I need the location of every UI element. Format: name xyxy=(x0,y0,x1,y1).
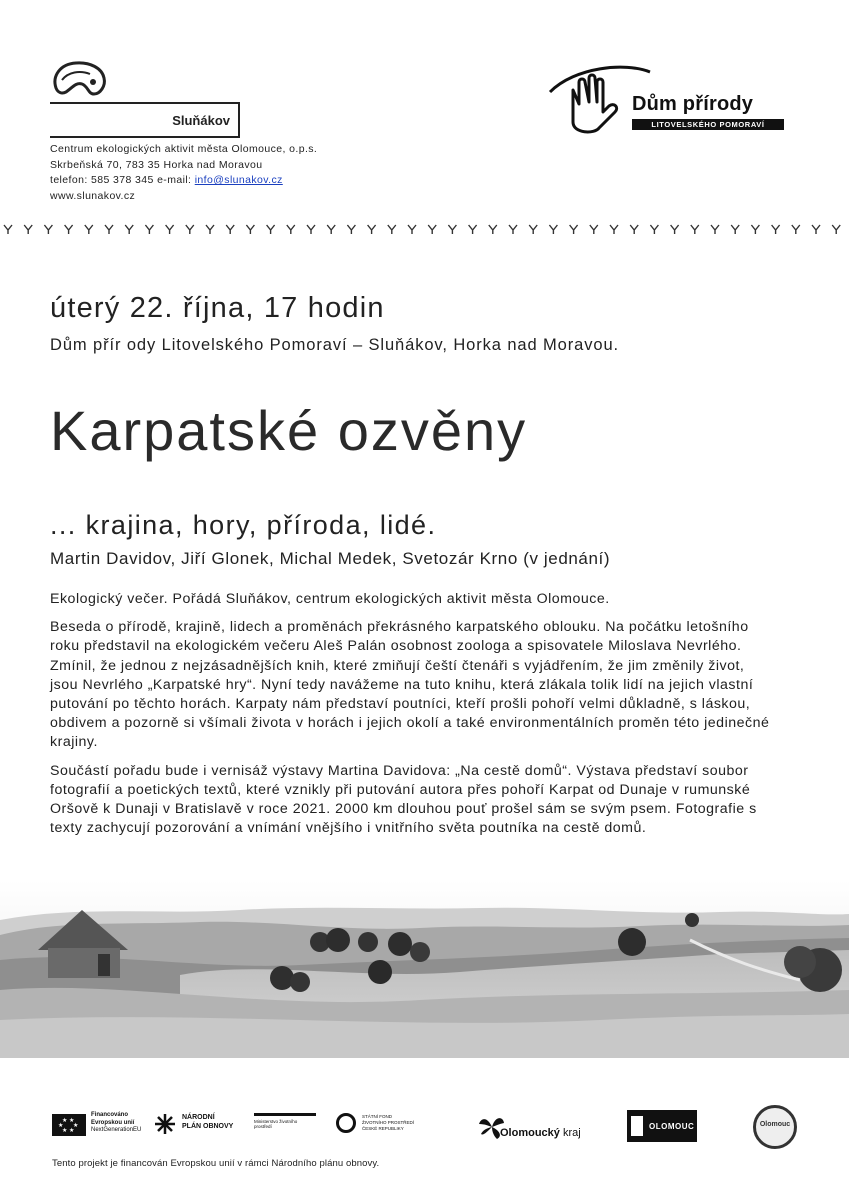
divider-arrow-icon xyxy=(166,225,174,234)
divider-arrow-icon xyxy=(469,225,477,234)
ministry-name: Ministerstvo životního prostředí xyxy=(254,1119,298,1129)
event-subtitle: ... krajina, hory, příroda, lidé. xyxy=(50,510,437,540)
npo-icon xyxy=(155,1114,175,1134)
divider-arrow-icon xyxy=(44,225,52,234)
divider-arrow-icon xyxy=(448,225,456,234)
divider-arrow-icon xyxy=(711,225,719,234)
event-description xyxy=(50,590,775,847)
divider-arrow-icon xyxy=(226,225,234,234)
dum-prirody-title: Dům přírody xyxy=(632,93,754,115)
npo-logo-text xyxy=(182,1114,233,1131)
sponsor-logos xyxy=(0,1100,849,1160)
divider-arrow-icon xyxy=(65,225,73,234)
org-phone-line xyxy=(50,173,317,189)
org-name: Centrum ekologických aktivit města Olomouce, o.p.s. xyxy=(50,143,318,155)
event-date: úterý 22. října, 17 hodin xyxy=(50,292,385,324)
event-title: Karpatské ozvěny xyxy=(50,399,528,462)
eu-flag-icon: ★ ★ ★ ★ ★ ★ xyxy=(52,1114,86,1136)
divider-arrow-icon xyxy=(246,225,254,234)
funding-note: Tento projekt je financován Evropskou unií v rámci Národního plánu obnovy. xyxy=(52,1158,380,1169)
divider-arrow-icon xyxy=(671,225,679,234)
divider-arrow-icon xyxy=(570,225,578,234)
slunakov-logo-frame xyxy=(50,102,240,138)
sfzp-line-2: ŽIVOTNÍHO PROSTŘEDÍ xyxy=(362,1120,415,1125)
divider-arrow-icon xyxy=(307,225,315,234)
olomouc-city-label: OLOMOUC xyxy=(649,1122,695,1131)
divider-arrow-icon xyxy=(590,225,598,234)
org-contact-info xyxy=(50,142,317,204)
divider-arrow-icon xyxy=(186,225,194,234)
eu-line-3: NextGenerationEU xyxy=(91,1127,142,1133)
olomoucky-kraj-logo-text xyxy=(500,1127,581,1139)
sfzp-line-1: STÁTNÍ FOND xyxy=(362,1114,392,1119)
divider-arrow-icon xyxy=(812,225,820,234)
divider-arrow-icon xyxy=(772,225,780,234)
dum-prirody-subtitle: LITOVELSKÉHO POMORAVÍ xyxy=(632,119,784,130)
divider-arrow-icon xyxy=(610,225,618,234)
kraj-name: Olomoucký xyxy=(500,1127,560,1139)
divider-arrow-icon xyxy=(529,225,537,234)
sfzp-logo-icon xyxy=(336,1113,356,1133)
org-phone: telefon: 585 378 345 e-mail: xyxy=(50,174,192,186)
divider-arrow-icon xyxy=(4,225,12,234)
npo-line-2: PLÁN OBNOVY xyxy=(182,1122,234,1130)
kraj-suffix: kraj xyxy=(559,1127,581,1139)
event-place: Dům přír ody Litovelského Pomoraví – Sluňákov, Horka nad Moravou. xyxy=(50,336,620,354)
slunakov-logo-icon xyxy=(50,58,110,102)
org-address: Skrbeňská 70, 783 35 Horka nad Moravou xyxy=(50,158,263,171)
divider-arrow-icon xyxy=(388,225,396,234)
divider-arrow-icon xyxy=(650,225,658,234)
divider-arrow-icon xyxy=(832,225,840,234)
divider-arrow-icon xyxy=(125,225,133,234)
org-website[interactable]: www.slunakov.cz xyxy=(50,189,136,202)
eu-line-2: Evropskou unií xyxy=(91,1119,135,1126)
divider-arrow-icon xyxy=(267,225,275,234)
divider-arrow-icon xyxy=(85,225,93,234)
divider-arrow-icon xyxy=(428,225,436,234)
divider-arrow-icon xyxy=(731,225,739,234)
eu-line-1: Financováno xyxy=(91,1112,129,1118)
ministry-logo xyxy=(254,1113,316,1129)
slunakov-logo xyxy=(50,58,240,102)
divider-arrow-icon xyxy=(792,225,800,234)
divider-arrow-icon xyxy=(549,225,557,234)
divider-arrow-icon xyxy=(489,225,497,234)
divider-arrow-icon xyxy=(408,225,416,234)
divider-arrow-icon xyxy=(347,225,355,234)
sfzp-line-3: ČESKÉ REPUBLIKY xyxy=(362,1126,404,1131)
divider-arrow-icon xyxy=(24,225,32,234)
description-paragraph-2: Beseda o přírodě, krajině, lidech a proměnách překrásného karpatského oblouku. Na počátku letošního roku představil na ekologickém večeru Aleš Palán osobnost zoologa a spisovatele Miloslava Nevrlého. Zmínil, že jednou z nejzásadnějších knih, které zmiňují čeští čtenáři s vyjádřením, že jim změnily život, jsou Nevrlého „Karpatské hry“. Nyní tedy navážeme na tuto knihu, která zlákala tolik lidí na jejich vlastní putování po těchto horách. Karpaty nám představí poutníci, kteří prošli pohoří velmi důkladně, s láskou, obdivem a pozorně si všímali života v horách i jejich okolí a také environmentálních proměn této jedinečné krajiny. xyxy=(50,619,770,751)
sfzp-logo-text xyxy=(362,1114,414,1132)
description-paragraph-3: Součástí pořadu bude i vernisáž výstavy Martina Davidova: „Na cestě domů“. Výstava představí soubor fotografií a poetických textů, které vznikly při putování autora přes pohoří Karpat od Dunaje v rumunské Oršově k Dunaji v Bratislavě v roce 2021. 2000 km dlouhou pouť prošel sám se svým psem. Fotografie s texty zachycují pozorování a vnímání vnějšího i vnitřního světa poutníka na cestě domů. xyxy=(50,762,757,837)
divider-arrow-icon xyxy=(327,225,335,234)
org-email-link[interactable]: info@slunakov.cz xyxy=(194,174,283,186)
description-paragraph-1: Ekologický večer. Pořádá Sluňákov, centrum ekologických aktivit města Olomouce. xyxy=(50,591,610,607)
slunakov-logo-label: Sluňákov xyxy=(172,113,230,128)
npo-line-1: NÁRODNÍ xyxy=(182,1114,215,1121)
olomouc-city-logo xyxy=(627,1110,697,1142)
divider-arrow-icon xyxy=(630,225,638,234)
arrow-divider xyxy=(0,222,849,236)
event-authors: Martin Davidov, Jiří Glonek, Michal Medek, Svetozár Krno (v jednání) xyxy=(50,549,611,568)
divider-arrow-icon xyxy=(509,225,517,234)
olomouc-badge-label: Olomouc xyxy=(759,1121,791,1128)
divider-arrow-icon xyxy=(206,225,214,234)
divider-arrow-icon xyxy=(105,225,113,234)
divider-arrow-icon xyxy=(287,225,295,234)
divider-arrow-icon xyxy=(691,225,699,234)
divider-arrow-icon xyxy=(751,225,759,234)
olomouc-badge-icon xyxy=(753,1105,797,1149)
eu-funding-text xyxy=(91,1112,141,1135)
divider-arrow-icon xyxy=(368,225,376,234)
olomouc-mark-icon xyxy=(631,1116,643,1136)
ministry-logo-bar xyxy=(254,1113,316,1116)
landscape-photo xyxy=(0,880,849,1058)
divider-arrow-icon xyxy=(145,225,153,234)
